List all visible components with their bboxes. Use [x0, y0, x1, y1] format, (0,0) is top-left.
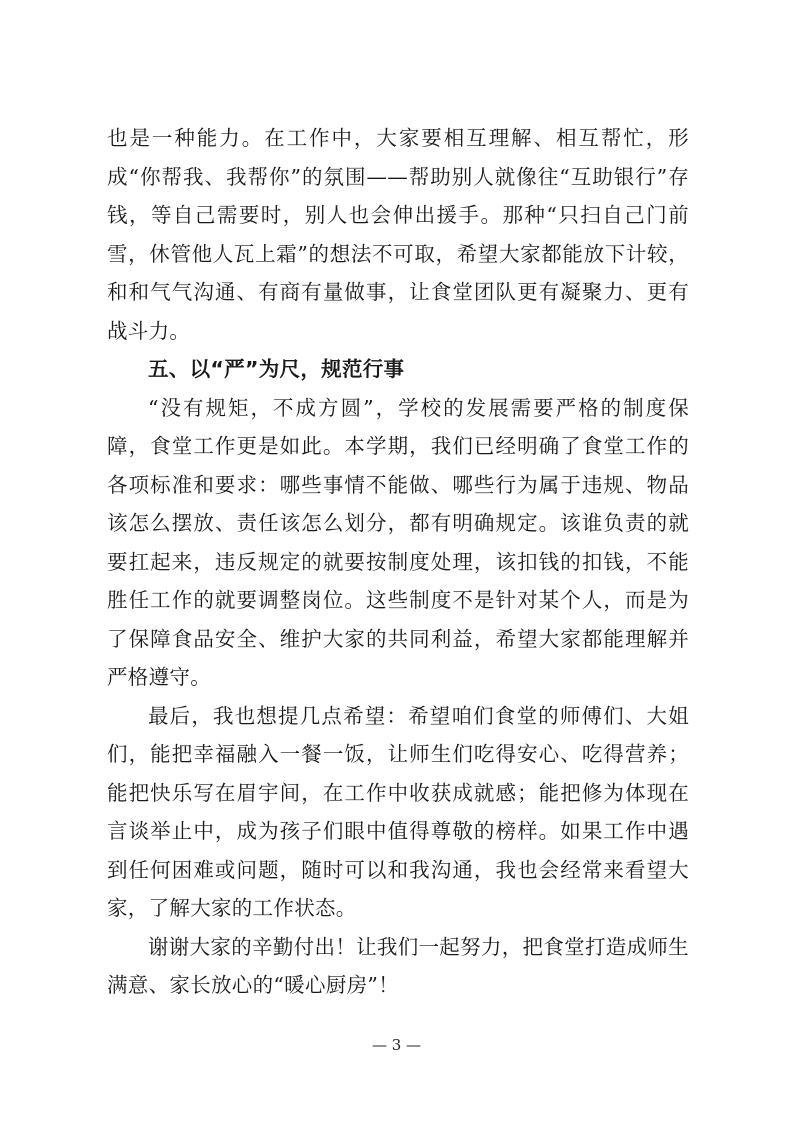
paragraph-thanks: 谢谢大家的辛勤付出！让我们一起努力，把食堂打造成师生满意、家长放心的“暖心厨房”！: [107, 934, 689, 997]
document-body: [107, 119, 689, 1005]
paragraph-continuation: 也是一种能力。在工作中，大家要相互理解、相互帮忙，形成“你帮我、我帮你”的氛围——帮助别人就像往“互助银行”存钱，等自己需要时，别人也会伸出援手。那种“只扫自己门前雪，休管他人瓦上霜”的想法不可取，希望大家都能放下计较，和和气气沟通、有商有量做事，让食堂团队更有凝聚力、更有战斗力。: [107, 126, 689, 343]
page-number: — 3 —: [371, 1036, 422, 1054]
paragraph-hopes: 最后，我也想提几点希望：希望咱们食堂的师傅们、大姐们，能把幸福融入一餐一饭，让师生们吃得安心、吃得营养；能把快乐写在眉宇间，在工作中收获成就感；能把修为体现在言谈举止中，成为孩子们眼中值得尊敬的榜样。如果工作中遇到任何困难或问题，随时可以和我沟通，我也会经常来看望大家，了解大家的工作状态。: [107, 703, 689, 920]
paragraph-rules: “没有规矩，不成方圆”，学校的发展需要严格的制度保障，食堂工作更是如此。本学期，我们已经明确了食堂工作的各项标准和要求：哪些事情不能做、哪些行为属于违规、物品该怎么摆放、责任该怎么划分，都有明确规定。该谁负责的就要扛起来，违反规定的就要按制度处理，该扣钱的扣钱，不能胜任工作的就要调整岗位。这些制度不是针对某个人，而是为了保障食品安全、维护大家的共同利益，希望大家都能理解并严格遵守。: [107, 395, 689, 689]
section-heading-five: 五、以“严”为尺，规范行事: [148, 357, 405, 381]
